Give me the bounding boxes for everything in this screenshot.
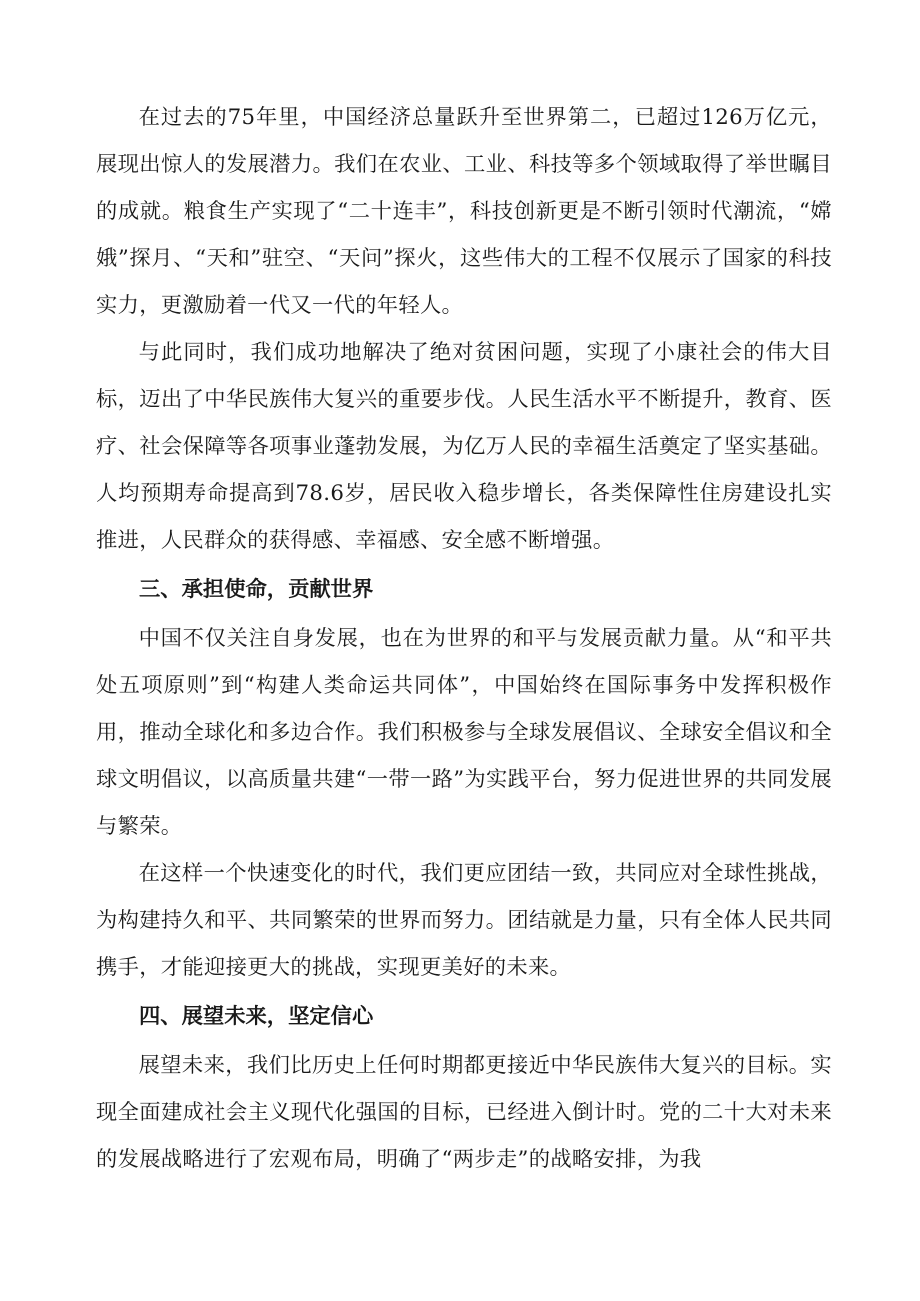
paragraph-world-contribution: 中国不仅关注自身发展，也在为世界的和平与发展贡献力量。从“和平共处五项原则”到“构建人类命运共同体”，中国始终在国际事务中发挥积极作用，推动全球化和多边合作。我们积极参与全球发展倡议、全球安全倡议和全球文明倡议，以高质量共建“一带一路”为实践平台，努力促进世界的共同发展与繁荣。 <box>96 626 832 839</box>
paragraph-outlook: 展望未来，我们比历史上任何时期都更接近中华民族伟大复兴的目标。实现全面建成社会主义现代化强国的目标，已经进入倒计时。党的二十大对未来的发展战略进行了宏观布局，明确了“两步走”的战略安排，为我 <box>96 1053 832 1172</box>
section-heading-three: 三、承担使命，贡献世界 <box>139 577 374 602</box>
section-heading-four: 四、展望未来，坚定信心 <box>139 1004 374 1029</box>
document-page <box>96 94 832 1183</box>
paragraph-economy: 在过去的75年里，中国经济总量跃升至世界第二，已超过126万亿元，展现出惊人的发展潜力。我们在农业、工业、科技等多个领域取得了举世瞩目的成就。粮食生产实现了“二十连丰”，科技创新更是不断引领时代潮流，“嫦娥”探月、“天和”驻空、“天问”探火，这些伟大的工程不仅展示了国家的科技实力，更激励着一代又一代的年轻人。 <box>96 105 832 318</box>
paragraph-unity: 在这样一个快速变化的时代，我们更应团结一致，共同应对全球性挑战，为构建持久和平、共同繁荣的世界而努力。团结就是力量，只有全体人民共同携手，才能迎接更大的挑战，实现更美好的未来。 <box>96 861 832 980</box>
paragraph-livelihood: 与此同时，我们成功地解决了绝对贫困问题，实现了小康社会的伟大目标，迈出了中华民族伟大复兴的重要步伐。人民生活水平不断提升，教育、医疗、社会保障等各项事业蓬勃发展，为亿万人民的幸福生活奠定了坚实基础。人均预期寿命提高到78.6岁，居民收入稳步增长，各类保障性住房建设扎实推进，人民群众的获得感、幸福感、安全感不断增强。 <box>96 340 832 553</box>
